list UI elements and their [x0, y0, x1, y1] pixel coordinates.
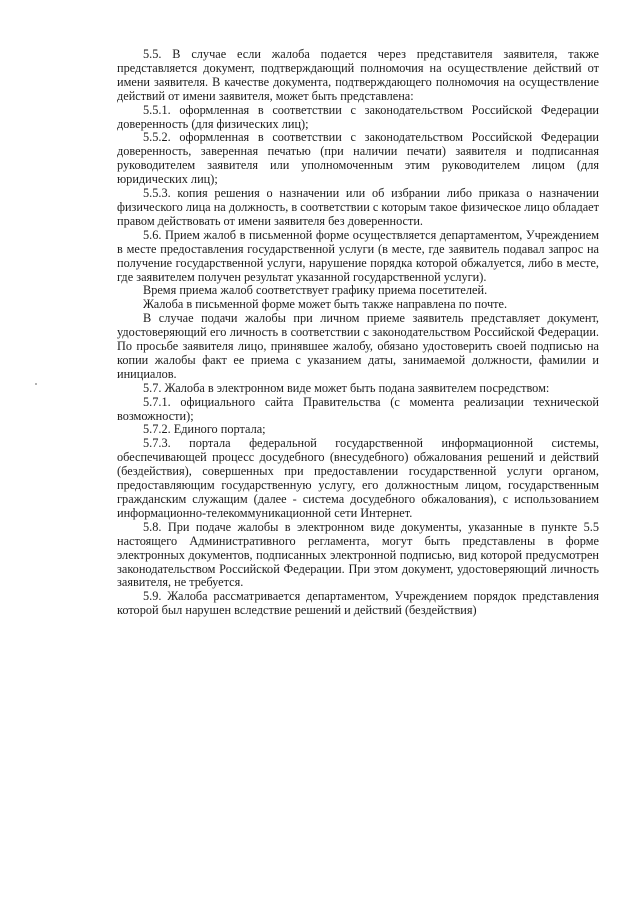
document-page [117, 48, 599, 618]
paragraph-5-5-1: 5.5.1. оформленная в соответствии с законодательством Российской Федерации доверенность (для физических лиц); [117, 102, 599, 131]
paragraph-mail: Жалоба в письменной форме может быть также направлена по почте. [143, 297, 508, 312]
paragraph-personal-reception: В случае подачи жалобы при личном приеме заявитель представляет документ, удостоверяющий его личность в соответствии с законодательством Российской Федерации. По просьбе заявителя лицо, принявшее жалобу, обязано удостоверить своей подписью на копии жалобы факт ее приема с указанием даты, занимаемой должности, фамилии и инициалов. [117, 311, 599, 381]
paragraph-5-8: 5.8. При подаче жалобы в электронном виде документы, указанные в пункте 5.5 настоящего Административного регламента, могут быть представлены в форме электронных документов, подписанных электронной подписью, вид которой предусмотрен законодательством Российской Федерации. При этом документ, удостоверяющий личность заявителя, не требуется. [117, 519, 599, 590]
paragraph-5-7: 5.7. Жалоба в электронном виде может быть подана заявителем посредством: [143, 380, 550, 395]
paragraph-5-5-3: 5.5.3. копия решения о назначении или об избрании либо приказа о назначении физического лица на должность, в соответствии с которым такое физическое лицо обладает правом действовать от имени заявителя без доверенности. [117, 186, 599, 228]
paragraph-5-7-1: 5.7.1. официального сайта Правительства (с момента реализации технической возможности); [117, 394, 599, 423]
paragraph-5-5-2: 5.5.2. оформленная в соответствии с законодательством Российской Федерации доверенность, заверенная печатью (при наличии печати) заявителя и подписанная руководителем заявителя или уполномоченным этим руководителем лицом (для юридических лиц); [117, 130, 599, 187]
paragraph-5-5: 5.5. В случае если жалоба подается через представителя заявителя, также представляется документ, подтверждающий полномочия на осуществление действий от имени заявителя. В качестве документа, подтверждающего полномочия на осуществление действий от имени заявителя, может быть представлена: [117, 47, 599, 103]
paragraph-5-6: 5.6. Прием жалоб в письменной форме осуществляется департаментом, Учреждением в месте предоставления государственной услуги (в месте, где заявитель подавал запрос на получение государственной услуги, нарушение порядка которой обжалуется, либо в месте, где заявителем получен результат указанной государственной услуги). [117, 227, 599, 284]
paragraph-5-9: 5.9. Жалоба рассматривается департаментом, Учреждением порядок представления которой был нарушен вследствие решений и действий (бездействия) [117, 589, 599, 618]
scan-speck [35, 383, 37, 385]
paragraph-5-7-3: 5.7.3. портала федеральной государственной информационной системы, обеспечивающей процесс досудебного (внесудебного) обжалования решений и действий (бездействия), совершенных при предоставлении государственной услуги органом, предоставляющим государственную услугу, его должностным лицом, государственным гражданским служащим (далее - система досудебного обжалования), с использованием информационно-телекоммуникационной сети Интернет. [117, 436, 599, 520]
paragraph-reception-time: Время приема жалоб соответствует графику приема посетителей. [143, 283, 488, 298]
paragraph-5-7-2: 5.7.2. Единого портала; [143, 422, 266, 437]
